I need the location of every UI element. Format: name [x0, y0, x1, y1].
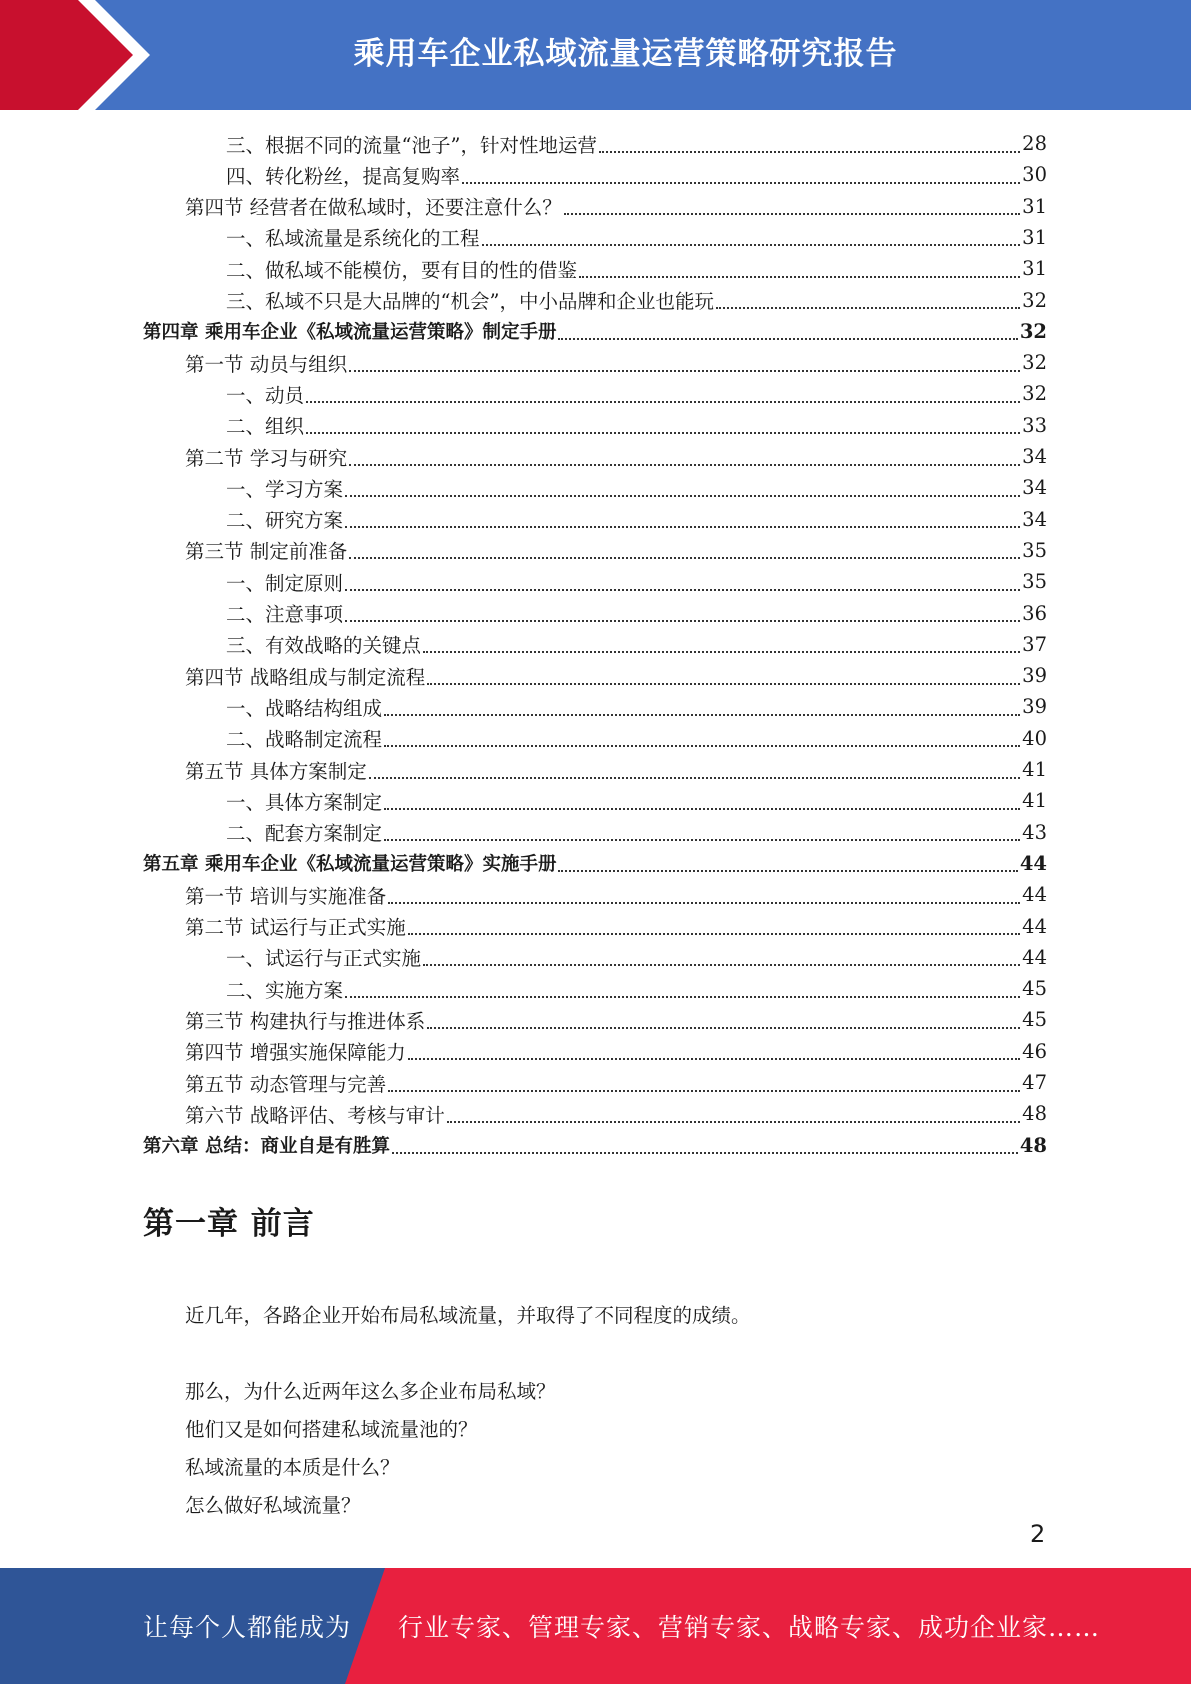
toc-dot-leader — [482, 224, 1021, 246]
toc-dot-leader — [369, 757, 1020, 779]
toc-entry-title: 第五节 具体方案制定 — [185, 759, 367, 783]
toc-dot-leader — [408, 913, 1020, 935]
toc-entry-title: 二、战略制定流程 — [226, 728, 383, 752]
toc-page-number: 30 — [1022, 163, 1047, 187]
footer-slogan-right: 行业专家、管理专家、营销专家、战略专家、成功企业家…… — [398, 1613, 1101, 1642]
toc-dot-leader — [462, 162, 1020, 184]
toc-page-number: 34 — [1022, 445, 1047, 468]
toc-dot-leader — [345, 475, 1020, 497]
toc-subsection-entry[interactable] — [226, 629, 1047, 660]
toc-entry-title: 一、学习方案 — [226, 477, 344, 501]
toc-subsection-entry[interactable] — [226, 598, 1047, 629]
toc-subsection-entry[interactable] — [226, 942, 1047, 973]
toc-entry-title: 二、研究方案 — [226, 509, 344, 533]
toc-dot-leader — [345, 506, 1020, 528]
toc-page-number: 34 — [1022, 507, 1047, 531]
toc-dot-leader — [384, 819, 1020, 841]
toc-page-number: 32 — [1022, 288, 1047, 312]
toc-page-number: 40 — [1022, 726, 1047, 750]
toc-subsection-entry[interactable] — [226, 566, 1047, 597]
page-footer — [0, 1568, 1191, 1684]
toc-page-number: 35 — [1022, 538, 1047, 562]
toc-dot-leader — [345, 569, 1020, 591]
toc-subsection-entry[interactable] — [226, 472, 1047, 503]
paragraph: 那么，为什么近两年这么多企业布局私域？ — [185, 1380, 556, 1403]
toc-dot-leader — [306, 381, 1020, 403]
toc-page-number: 48 — [1019, 1133, 1047, 1157]
toc-subsection-entry[interactable] — [226, 785, 1047, 816]
toc-subsection-entry[interactable] — [226, 504, 1047, 535]
toc-page-number: 45 — [1022, 977, 1047, 1001]
toc-section-entry[interactable] — [185, 1004, 1047, 1035]
toc-page-number: 41 — [1022, 789, 1047, 813]
toc-entry-title: 二、组织 — [226, 415, 305, 439]
toc-page-number: 46 — [1022, 1039, 1047, 1063]
toc-section-entry[interactable] — [185, 441, 1047, 472]
toc-page-number: 43 — [1022, 820, 1047, 844]
toc-page-number: 39 — [1022, 695, 1047, 719]
toc-subsection-entry[interactable] — [226, 723, 1047, 754]
toc-dot-leader — [408, 1038, 1020, 1060]
toc-entry-title: 一、试运行与正式实施 — [226, 947, 422, 971]
toc-section-entry[interactable] — [185, 535, 1047, 566]
toc-dot-leader — [384, 788, 1020, 810]
toc-subsection-entry[interactable] — [226, 222, 1047, 253]
toc-entry-title: 第六节 战略评估、考核与审计 — [185, 1103, 445, 1127]
toc-dot-leader — [427, 663, 1020, 685]
toc-subsection-entry[interactable] — [226, 253, 1047, 284]
chapter-heading: 第一章 前言 — [143, 1206, 315, 1242]
toc-entry-title: 三、私域不只是大品牌的“机会”，中小品牌和企业也能玩 — [226, 290, 714, 313]
toc-entry-title: 第一节 培训与实施准备 — [185, 884, 387, 908]
toc-page-number: 32 — [1022, 382, 1047, 406]
toc-page-number: 31 — [1022, 225, 1047, 249]
toc-dot-leader — [388, 882, 1020, 904]
toc-page-number: 39 — [1022, 664, 1047, 688]
toc-page-number: 44 — [1022, 914, 1047, 938]
toc-dot-leader — [558, 318, 1017, 340]
toc-dot-leader — [345, 976, 1020, 998]
toc-entry-title: 第二节 试运行与正式实施 — [185, 916, 406, 939]
toc-dot-leader — [423, 944, 1020, 966]
toc-page-number: 44 — [1019, 851, 1047, 875]
paragraph: 他们又是如何搭建私域流量池的？ — [185, 1418, 478, 1441]
toc-dot-leader — [447, 1101, 1020, 1123]
toc-dot-leader — [384, 725, 1020, 747]
toc-page-number: 32 — [1019, 319, 1047, 343]
toc-dot-leader — [716, 287, 1020, 309]
toc-subsection-entry[interactable] — [226, 378, 1047, 409]
toc-entry-title: 三、根据不同的流量“池子”，针对性地运营 — [226, 133, 597, 157]
toc-subsection-entry[interactable] — [226, 159, 1047, 190]
toc-section-entry[interactable] — [185, 1036, 1047, 1067]
paragraph: 怎么做好私域流量？ — [185, 1494, 361, 1517]
toc-page-number: 48 — [1022, 1102, 1047, 1126]
toc-entry-title: 第三节 构建执行与推进体系 — [185, 1009, 426, 1033]
toc-entry-title: 二、注意事项 — [226, 603, 344, 626]
toc-entry-title: 四、转化粉丝，提高复购率 — [226, 164, 461, 188]
footer-slogan-left: 让每个人都能成为 — [143, 1613, 352, 1642]
toc-subsection-entry[interactable] — [226, 691, 1047, 722]
toc-section-entry[interactable] — [185, 660, 1047, 691]
toc-entry-title: 第三节 制定前准备 — [185, 540, 348, 564]
toc-page-number: 31 — [1022, 194, 1047, 218]
toc-section-entry[interactable] — [185, 347, 1047, 378]
toc-page-number: 31 — [1022, 257, 1047, 281]
toc-section-entry[interactable] — [185, 1098, 1047, 1129]
toc-page-number: 44 — [1022, 945, 1047, 969]
toc-entry-title: 第四节 经营者在做私域时，还要注意什么？ — [185, 196, 562, 220]
toc-entry-title: 三、有效战略的关键点 — [226, 634, 422, 658]
toc-dot-leader — [349, 537, 1020, 559]
toc-page-number: 36 — [1022, 601, 1047, 625]
toc-page-number: 33 — [1022, 413, 1047, 437]
toc-entry-title: 一、动员 — [226, 383, 305, 407]
toc-dot-leader — [349, 350, 1020, 372]
toc-page-number: 35 — [1022, 570, 1047, 594]
toc-entry-title: 一、私域流量是系统化的工程 — [226, 227, 480, 251]
toc-page-number: 45 — [1022, 1008, 1047, 1032]
toc-dot-leader — [579, 256, 1020, 278]
toc-page-number: 28 — [1022, 132, 1047, 155]
toc-page-number: 34 — [1022, 476, 1047, 500]
toc-dot-leader — [427, 1007, 1020, 1029]
toc-entry-title: 第四节 战略组成与制定流程 — [185, 665, 426, 689]
toc-dot-leader — [564, 193, 1020, 215]
toc-section-entry[interactable] — [185, 1067, 1047, 1098]
toc-page-number: 37 — [1022, 632, 1047, 656]
toc-page-number: 41 — [1022, 758, 1047, 781]
toc-subsection-entry[interactable] — [226, 817, 1047, 848]
toc-entry-title: 一、制定原则 — [226, 571, 344, 595]
toc-dot-leader — [423, 631, 1020, 653]
toc-subsection-entry[interactable] — [226, 285, 1047, 316]
toc-dot-leader — [349, 444, 1020, 466]
paragraph: 近几年，各路企业开始布局私域流量，并取得了不同程度的成绩。 — [185, 1304, 751, 1327]
toc-entry-title: 第六章 总结：商业自是有胜算 — [143, 1136, 390, 1158]
toc-entry-title: 第五章 乘用车企业《私域流量运营策略》实施手册 — [143, 854, 557, 876]
toc-entry-title: 第四节 增强实施保障能力 — [185, 1041, 406, 1065]
page-number: 2 — [1030, 1520, 1046, 1548]
toc-chapter-entry[interactable] — [143, 316, 1047, 347]
toc-dot-leader — [388, 1070, 1020, 1092]
toc-subsection-entry[interactable] — [226, 128, 1047, 159]
toc-entry-title: 一、具体方案制定 — [226, 790, 383, 814]
toc-page-number: 32 — [1022, 351, 1047, 375]
toc-dot-leader — [345, 600, 1020, 622]
paragraph: 私域流量的本质是什么？ — [185, 1456, 400, 1479]
header-arrow-decoration — [0, 0, 160, 110]
page-header — [0, 0, 1191, 110]
toc-subsection-entry[interactable] — [226, 410, 1047, 441]
toc-entry-title: 二、配套方案制定 — [226, 822, 383, 846]
report-title: 乘用车企业私域流量运营策略研究报告 — [353, 35, 898, 72]
toc-dot-leader — [384, 694, 1020, 716]
toc-chapter-entry[interactable] — [143, 1130, 1047, 1161]
toc-dot-leader — [306, 412, 1020, 434]
toc-dot-leader — [599, 131, 1020, 153]
toc-dot-leader — [392, 1132, 1018, 1154]
toc-entry-title: 第四章 乘用车企业《私域流量运营策略》制定手册 — [143, 322, 557, 344]
toc-section-entry[interactable] — [185, 879, 1047, 910]
toc-page-number: 44 — [1022, 883, 1047, 907]
toc-entry-title: 二、做私域不能模仿，要有目的性的借鉴 — [226, 258, 578, 282]
toc-section-entry[interactable] — [185, 754, 1047, 785]
toc-entry-title: 第一节 动员与组织 — [185, 352, 348, 376]
toc-entry-title: 二、实施方案 — [226, 978, 344, 1002]
toc-entry-title: 第五节 动态管理与完善 — [185, 1072, 387, 1096]
toc-entry-title: 第二节 学习与研究 — [185, 446, 348, 470]
toc-page-number: 47 — [1022, 1071, 1047, 1094]
toc-entry-title: 一、战略结构组成 — [226, 696, 383, 720]
toc-dot-leader — [558, 850, 1017, 872]
toc-chapter-entry[interactable] — [143, 848, 1047, 879]
toc-section-entry[interactable] — [185, 191, 1047, 222]
toc-subsection-entry[interactable] — [226, 973, 1047, 1004]
toc-section-entry[interactable] — [185, 911, 1047, 942]
